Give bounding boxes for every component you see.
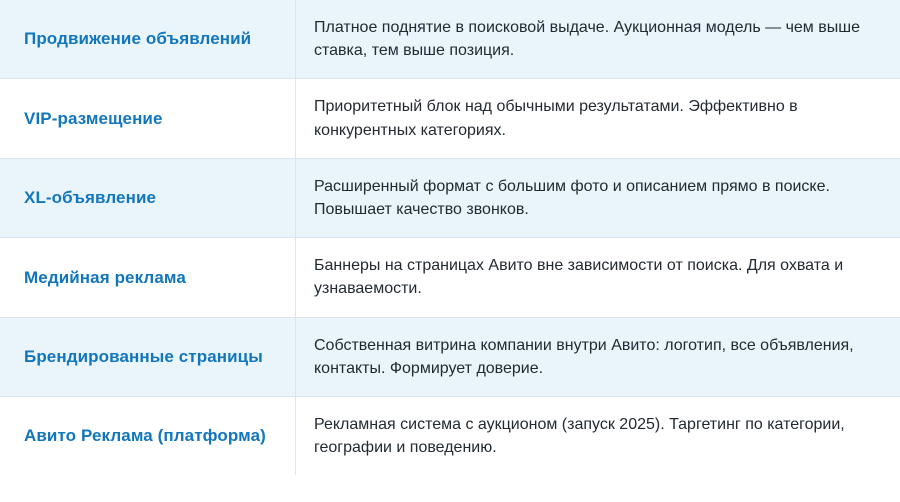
table-row — [0, 0, 900, 79]
table-cell-name: Брендированные страницы — [0, 318, 296, 396]
table-cell-description — [296, 238, 900, 316]
table-cell-description-text: Рекламная система с аукционом (запуск 2025). Таргетинг по категории, географии и поведению. — [314, 415, 845, 457]
table-row — [0, 238, 900, 317]
table-cell-description-text: Платное поднятие в поисковой выдаче. Аукционная модель — чем выше ставка, тем выше позиция. — [314, 19, 860, 60]
table-cell-description-text: Расширенный формат с большим фото и описанием прямо в поиске. Повышает качество звонков. — [314, 177, 830, 218]
table-cell-description — [296, 318, 900, 396]
table-cell-description-text: Баннеры на страницах Авито вне зависимости от поиска. Для охвата и узнаваемости. — [314, 257, 844, 298]
table-cell-description — [296, 159, 900, 237]
table-cell-description-text: Приоритетный блок над обычными результатами. Эффективно в конкурентных категориях. — [314, 98, 798, 139]
table-cell-description — [296, 79, 900, 157]
table-row — [0, 159, 900, 238]
table-row — [0, 397, 900, 475]
table-cell-name: Авито Реклама (платформа) — [0, 397, 296, 475]
table-cell-name: Продвижение объявлений — [0, 0, 296, 78]
table-cell-description — [296, 0, 900, 78]
table-row — [0, 318, 900, 397]
table-cell-description-text: Собственная витрина компании внутри Авито: логотип, все объявления, контакты. Формирует доверие. — [314, 336, 854, 377]
table-cell-name: VIP-размещение — [0, 79, 296, 157]
table-row — [0, 79, 900, 158]
table-cell-description — [296, 397, 900, 475]
table-cell-name: Медийная реклама — [0, 238, 296, 316]
table-cell-name: XL-объявление — [0, 159, 296, 237]
